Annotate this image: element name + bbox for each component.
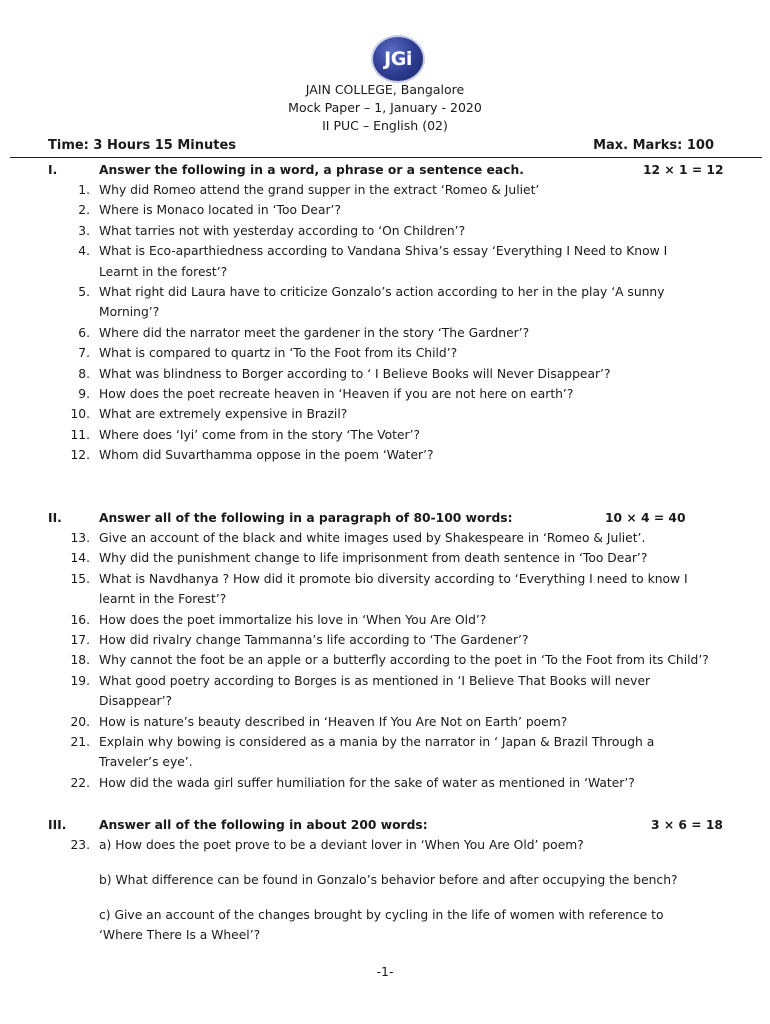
question-text: What is compared to quartz in ‘To the Foot from its Child’? xyxy=(99,346,458,361)
question-number: 8. xyxy=(78,366,90,381)
question-number: 22. xyxy=(70,775,90,790)
question-number: 14. xyxy=(70,551,90,566)
question-text: Why did Romeo attend the grand supper in the extract ‘Romeo & Juliet’ xyxy=(99,183,540,197)
section-heading xyxy=(0,508,770,528)
question-text: Where did the narrator meet the gardener in the story ‘The Gardner’? xyxy=(99,325,530,340)
question-item xyxy=(60,548,710,568)
section-title: Answer the following in a word, a phrase or a sentence each. xyxy=(99,163,524,177)
question-item xyxy=(60,241,710,282)
question-number: 1. xyxy=(78,183,90,197)
question-text: What right did Laura have to criticize Gonzalo’s action according to her in the play ‘A sunny Morning’? xyxy=(99,285,665,320)
question-text: What is Eco-aparthiedness according to Vandana Shiva’s essay ‘Everything I Need to Know I Learnt in the forest’? xyxy=(99,244,668,279)
question-number: 10. xyxy=(70,407,90,422)
question-number: 15. xyxy=(70,571,90,586)
question-item xyxy=(60,200,710,220)
question-number: 9. xyxy=(78,387,90,402)
question-number: 6. xyxy=(78,325,90,340)
question-text: Why did the punishment change to life imprisonment from death sentence in ‘Too Dear’? xyxy=(99,551,648,566)
question-text: Where does ‘Iyi’ come from in the story ‘The Voter’? xyxy=(99,427,421,442)
section-number: I. xyxy=(48,163,58,177)
question-number: 20. xyxy=(70,714,90,729)
question-text: Explain why bowing is considered as a mania by the narrator in ‘ Japan & Brazil Through a Traveler’s eye’. xyxy=(99,735,655,770)
question-item xyxy=(60,569,710,610)
question-item xyxy=(60,445,710,465)
section-marks: 3 × 6 = 18 xyxy=(651,818,723,832)
section-marks: 10 × 4 = 40 xyxy=(605,511,686,525)
section-heading xyxy=(0,815,770,835)
question-item xyxy=(60,671,710,712)
question-number: 23. xyxy=(70,838,90,852)
section-number: III. xyxy=(48,818,67,832)
time-allowed: Time: 3 Hours 15 Minutes xyxy=(48,138,237,153)
question-list xyxy=(60,528,710,793)
question-subpart: b) What difference can be found in Gonzalo’s behavior before and after occupying the bench? xyxy=(99,873,678,887)
college-name: JAIN COLLEGE, Bangalore xyxy=(305,82,465,97)
question-number: 3. xyxy=(78,223,90,238)
question-number: 16. xyxy=(70,612,90,627)
question-number: 7. xyxy=(78,346,90,361)
question-number: 19. xyxy=(70,673,90,688)
question-number: 17. xyxy=(70,633,90,648)
question-item xyxy=(60,610,710,630)
question-text: Why cannot the foot be an apple or a butterfly according to the poet in ‘To the Foot from its Child’? xyxy=(99,653,709,668)
question-item xyxy=(60,180,710,200)
section-number: II. xyxy=(48,511,62,525)
question-text: How did rivalry change Tammanna’s life according to ‘The Gardener’? xyxy=(99,633,529,648)
question-number: 4. xyxy=(78,244,90,259)
max-marks: Max. Marks: 100 xyxy=(593,138,714,153)
question-text: What are extremely expensive in Brazil? xyxy=(99,407,348,422)
question-list xyxy=(60,835,710,855)
question-text: a) How does the poet prove to be a deviant lover in ‘When You Are Old’ poem? xyxy=(99,838,584,852)
question-text: Where is Monaco located in ‘Too Dear’? xyxy=(99,203,341,218)
question-text: How did the wada girl suffer humiliation for the sake of water as mentioned in ‘Water’? xyxy=(99,775,635,790)
section-title: Answer all of the following in a paragraph of 80-100 words: xyxy=(99,511,513,525)
question-subpart: c) Give an account of the changes brought by cycling in the life of women with reference to ‘Where There Is a Wheel’? xyxy=(99,908,664,943)
question-number: 13. xyxy=(70,531,90,545)
question-text: What good poetry according to Borges is as mentioned in ‘I Believe That Books will never Disappear’? xyxy=(99,673,651,709)
question-number: 11. xyxy=(70,427,90,442)
question-item xyxy=(60,221,710,241)
college-logo xyxy=(373,37,423,81)
question-number: 21. xyxy=(70,735,90,750)
question-item xyxy=(60,732,710,773)
question-item xyxy=(60,650,710,670)
question-number: 2. xyxy=(78,203,90,218)
question-text: How is nature’s beauty described in ‘Heaven If You Are Not on Earth’ poem? xyxy=(99,714,568,729)
header-divider xyxy=(10,157,762,158)
question-item xyxy=(60,773,710,793)
exam-name: Mock Paper – 1, January - 2020 xyxy=(288,100,482,115)
subject-name: II PUC – English (02) xyxy=(322,118,448,133)
question-item xyxy=(60,528,710,548)
section-heading xyxy=(0,160,770,180)
question-item xyxy=(60,630,710,650)
page-number: -1- xyxy=(376,964,394,979)
question-number: 12. xyxy=(70,448,90,463)
question-number: 18. xyxy=(70,653,90,668)
question-item xyxy=(60,282,710,323)
question-item xyxy=(60,384,710,404)
question-item xyxy=(60,425,710,445)
question-text: Give an account of the black and white images used by Shakespeare in ‘Romeo & Juliet’. xyxy=(99,531,646,545)
section-title: Answer all of the following in about 200 words: xyxy=(99,818,428,832)
question-item xyxy=(60,323,710,343)
question-text: What is Navdhanya ? How did it promote bio diversity according to ‘Everything I need to know I learnt in the Forest’? xyxy=(99,571,688,607)
logo-text: JGi xyxy=(384,47,412,70)
question-number: 5. xyxy=(78,285,90,300)
question-text: How does the poet immortalize his love in ‘When You Are Old’? xyxy=(99,612,487,627)
question-item xyxy=(60,712,710,732)
question-text: Whom did Suvarthamma oppose in the poem ‘Water’? xyxy=(99,448,434,463)
question-list xyxy=(60,180,710,466)
question-item xyxy=(60,404,710,424)
question-item xyxy=(60,364,710,384)
question-item xyxy=(60,835,710,855)
question-text: How does the poet recreate heaven in ‘Heaven if you are not here on earth’? xyxy=(99,387,574,402)
section-marks: 12 × 1 = 12 xyxy=(643,163,724,177)
question-item xyxy=(60,343,710,363)
paper-header xyxy=(0,81,770,135)
question-text: What was blindness to Borger according to ‘ I Believe Books will Never Disappear’? xyxy=(99,366,611,381)
question-text: What tarries not with yesterday according to ‘On Children’? xyxy=(99,223,466,238)
